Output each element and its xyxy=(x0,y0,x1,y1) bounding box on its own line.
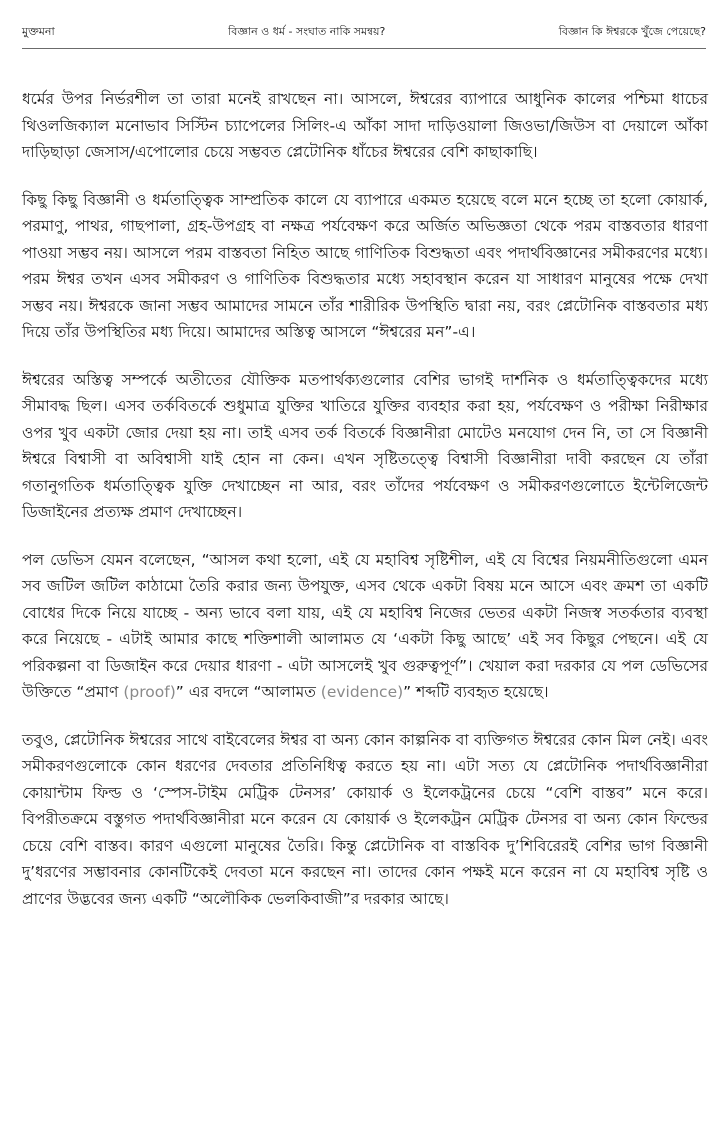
paragraph-3: ঈশ্বরের অস্তিত্ব সম্পর্কে অতীতের যৌক্তিক মতপার্থক্যগুলোর বেশির ভাগই দার্শনিক ও ধর্মতাত্ত্বিকদের মধ্যে সীমাবদ্ধ ছিল। এসব তর্কবিতর্কে শুধুমাত্র যুক্তির খাতিরে যুক্তির ব্যবহার করা হয়, পর্যবেক্ষণ ও পরীক্ষা নিরীক্ষার ওপর খুব একটা জোর দেয়া হয় না। তাই এসব তর্ক বিতর্কে বিজ্ঞানীরা মোটেও মনযোগ দেন নি, তা সে বিজ্ঞানী ঈশ্বরে বিশ্বাসী বা অবিশ্বাসী যাই হোন না কেন। এখন সৃষ্টিতত্ত্বে বিশ্বাসী বিজ্ঞানীরা দাবী করছেন যে তাঁরা গতানুগতিক ধর্মতাত্ত্বিক যুক্তি দেখাচ্ছেন না আর, বরং তাঁদের পর্যবেক্ষণ ও সমীকরণগুলোতে ইন্টেলিজেন্ট ডিজাইনের প্রত্যক্ষ প্রমাণ দেখাচ্ছেন। xyxy=(22,370,708,521)
paragraph-4-text-c: ” শব্দটি ব্যবহৃত হয়েছে। xyxy=(403,683,549,701)
paragraph-2: কিছু কিছু বিজ্ঞানী ও ধর্মতাত্ত্বিক সাম্প্রতিক কালে যে ব্যাপারে একমত হয়েছে বলে মনে হচ্ছে তা হলো কোয়ার্ক, পরমাণু, পাথর, গাছপালা, গ্রহ-উপগ্রহ বা নক্ষত্র পর্যবেক্ষণ করে অর্জিত অভিজ্ঞতা থেকে পরম বাস্তবতার ধারণা পাওয়া সম্ভব নয়। আসলে পরম বাস্তবতা নিহিত আছে গাণিতিক বিশুদ্ধতা এবং পদার্থবিজ্ঞানের সমীকরণের মধ্যে। পরম ঈশ্বর তখন এসব সমীকরণ ও গাণিতিক বিশুদ্ধতার মধ্যে সহাবস্থান করেন যা সাধারণ মানুষের পক্ষে দেখা সম্ভব নয়। ঈশ্বরকে জানা সম্ভব আমাদের সামনে তাঁর শারীরিক উপস্থিতি দ্বারা নয়, বরং প্লেটোনিক বাস্তবতার মধ্য দিয়ে তাঁর উপস্থিতির মধ্য দিয়ে। আমাদের অস্তিত্ব আসলে “ঈশ্বরের মন”-এ। xyxy=(22,190,708,341)
paragraph-4 xyxy=(22,547,708,706)
header-chapter-title: বিজ্ঞান কি ঈশ্বরকে খুঁজে পেয়েছে? xyxy=(558,24,706,38)
header-book-title: বিজ্ঞান ও ধর্ম - সংঘাত নাকি সমন্বয়? xyxy=(228,24,386,38)
paragraph-5: তবুও, প্লেটোনিক ঈশ্বরের সাথে বাইবেলের ঈশ্বর বা অন্য কোন কাল্পনিক বা ব্যক্তিগত ঈশ্বরের কোন মিল নেই। এবং সমীকরণগুলোকে কোন ধরণের দেবতার প্রতিনিধিত্ব করতে হয় না। এটা সত্য যে প্লেটোনিক পদার্থবিজ্ঞানীরা কোয়ান্টাম ফিল্ড ও ‘স্পেস-টাইম মেট্রিক টেনসর’ কোয়ার্ক ও ইলেকট্রনের চেয়ে “বেশি বাস্তব” মনে করে। বিপরীতক্রমে বস্তুগত পদার্থবিজ্ঞানীরা মনে করেন যে কোয়ার্ক ও ইলেকট্রন মেট্রিক টেনসর বা অন্য কোন ফিল্ডের চেয়ে বেশি বাস্তব। কারণ এগুলো মানুষের তৈরি। কিন্তু প্লেটোনিক বা বাস্তবিক দু’শিবিরেরই বেশির ভাগ বিজ্ঞানী দু’ধরণের সম্ভাবনার কোনটিকেই দেবতা মনে করছেন না। তাদের কোন পক্ষই মনে করেন না যে মহাবিশ্ব সৃষ্টি ও প্রাণের উদ্ভবের জন্য একটি “অলৌকিক ভেলকিবাজী”র দরকার আছে। xyxy=(22,730,708,908)
paragraph-1: ধর্মের উপর নির্ভরশীল তা তারা মনেই রাখছেন না। আসলে, ঈশ্বরের ব্যাপারে আধুনিক কালের পশ্চিমা ধাচের থিওলজিক্যাল মনোভাব সিস্টিন চ্যাপেলের সিলিং-এ আঁকা সাদা দাড়িওয়ালা জিওভা/জিউস বা দেয়ালে আঁকা দাড়িছাড়া জেসাস/এপোলোর চেয়ে সম্ভবত প্লেটোনিক ধাঁচের ঈশ্বরের বেশি কাছাকাছি। xyxy=(22,90,708,161)
header-divider xyxy=(22,48,706,49)
term-proof: (proof) xyxy=(123,683,176,701)
paragraph-4-text-b: ” এর বদলে “আলামত xyxy=(175,683,316,701)
header-site-name: মুক্তমনা xyxy=(22,24,55,38)
running-header xyxy=(22,22,706,42)
article-body xyxy=(22,86,708,912)
term-evidence: (evidence) xyxy=(320,683,404,701)
paragraph-4-text-a: পল ডেভিস যেমন বলেছেন, “আসল কথা হলো, এই যে মহাবিশ্ব সৃষ্টিশীল, এই যে বিশ্বের নিয়মনীতিগুলো এমন সব জটিল জটিল কাঠামো তৈরি করার জন্য উপযুক্ত, এসব থেকে একটা বিষয় মনে আসে এবং ক্রমশ তা একটি বোধের দিকে নিয়ে যাচ্ছে - অন্য ভাবে বলা যায়, এই যে মহাবিশ্ব নিজের ভেতর একটা নিজস্ব সতর্কতার ব্যবস্থা করে নিয়েছে - এটাই আমার কাছে শক্তিশালী আলামত যে ‘একটা কিছু আছে’ এই সব কিছুর পেছনে। এই যে পরিকল্পনা বা ডিজাইন করে দেয়ার ধারণা - এটা আসলেই খুব গুরুত্বপূর্ণ”। খেয়াল করা দরকার যে পল ডেভিসের উক্তিতে “প্রমাণ xyxy=(22,550,708,701)
